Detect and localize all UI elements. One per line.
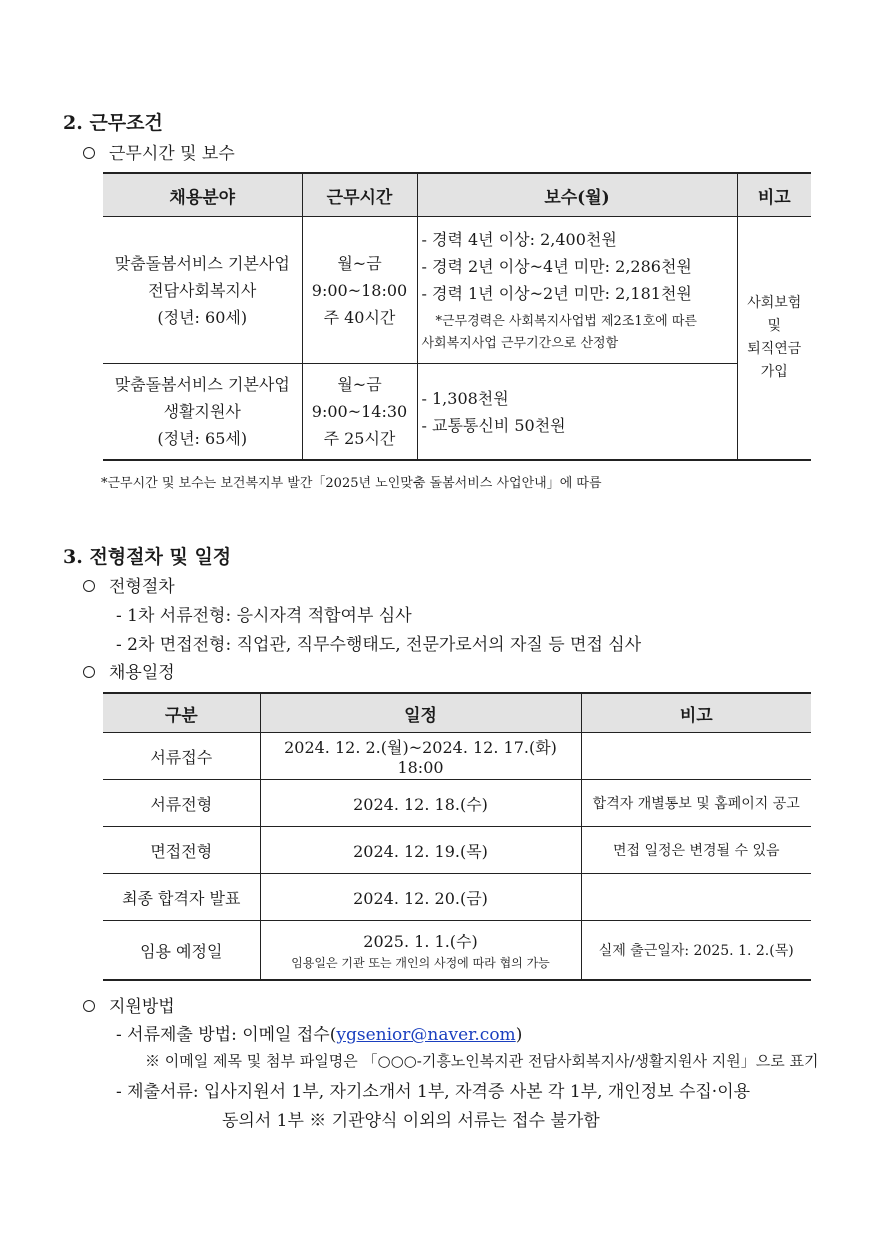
date-cell: 2024. 12. 20.(금) <box>260 874 581 921</box>
header-cell: 구분 <box>103 693 260 733</box>
email-note: ※ 이메일 제목 및 첨부 파일명은 「○○○-기흥노인복지관 전담사회복지사/생활지원사 지원」으로 표기 <box>145 1052 819 1070</box>
header-cell: 비고 <box>737 173 811 217</box>
hours-line: 주 40시간 <box>323 307 396 327</box>
circle-bullet-icon <box>83 1000 95 1012</box>
hours-line: 9:00~14:30 <box>311 402 408 421</box>
field-line: 전담사회복지사 <box>148 280 257 300</box>
bullet-procedure <box>83 572 175 597</box>
note-cell <box>581 733 811 780</box>
pay-note: 사회복지사업 근무기간으로 산정함 <box>421 335 619 351</box>
remark-line: 및 <box>767 318 782 334</box>
table-header-row <box>103 693 811 733</box>
field-line: 맞춤돌봄서비스 기본사업 <box>114 253 290 273</box>
date-cell <box>260 921 581 981</box>
table-row <box>103 217 811 364</box>
apply-method-suffix: ) <box>515 1025 523 1045</box>
hours-line: 9:00~18:00 <box>311 280 408 300</box>
date-main: 2025. 1. 1.(수) <box>363 932 478 951</box>
section3-title: 3. 전형절차 및 일정 <box>63 546 232 568</box>
bullet-label: 지원방법 <box>109 997 175 1017</box>
apply-method-prefix: - 서류제출 방법: 이메일 접수( <box>116 1025 337 1045</box>
documents-line-2: 동의서 1부 ※ 기관양식 이외의 서류는 접수 불가함 <box>222 1111 600 1131</box>
pay-line: - 경력 2년 이상~4년 미만: 2,286천원 <box>421 256 692 276</box>
note-cell: 합격자 개별통보 및 홈페이지 공고 <box>581 780 811 827</box>
field-line: (정년: 60세) <box>157 307 248 327</box>
table-row <box>103 364 811 461</box>
bullet-label: 근무시간 및 보수 <box>109 144 235 164</box>
bullet-apply <box>83 992 175 1017</box>
bullet-schedule <box>83 658 175 683</box>
note-cell: 면접 일정은 변경될 수 있음 <box>581 827 811 874</box>
circle-bullet-icon <box>83 580 95 592</box>
field-cell <box>103 217 302 364</box>
pay-note: *근무경력은 사회복지사업법 제2조1호에 따른 <box>435 313 697 329</box>
bullet-label: 전형절차 <box>109 577 175 597</box>
hours-cell <box>302 217 417 364</box>
header-cell: 보수(월) <box>417 173 737 217</box>
remark-line: 퇴직연금 <box>747 341 802 357</box>
documents-line-1: - 제출서류: 입사지원서 1부, 자기소개서 1부, 자격증 사본 각 1부, 개인정보 수집·이용 <box>116 1082 751 1102</box>
remark-cell <box>737 217 811 461</box>
note-cell <box>581 874 811 921</box>
field-line: 맞춤돌봄서비스 기본사업 <box>114 375 290 394</box>
bullet-work-conditions <box>83 139 235 164</box>
apply-method <box>116 1020 522 1045</box>
table-row <box>103 827 811 874</box>
circle-bullet-icon <box>83 666 95 678</box>
note-cell: 실제 출근일자: 2025. 1. 2.(목) <box>581 921 811 981</box>
procedure-step-2: - 2차 면접전형: 직업관, 직무수행태도, 전문가로서의 자질 등 면접 심사 <box>116 635 642 655</box>
table-row <box>103 921 811 981</box>
schedule-table <box>103 692 811 981</box>
item-cell: 서류접수 <box>103 733 260 780</box>
pay-line: - 경력 4년 이상: 2,400천원 <box>421 229 617 249</box>
table-row <box>103 780 811 827</box>
procedure-step-1: - 1차 서류전형: 응시자격 적합여부 심사 <box>116 606 412 626</box>
remark-line: 사회보험 <box>747 295 802 311</box>
pay-line: - 경력 1년 이상~2년 미만: 2,181천원 <box>421 283 692 303</box>
email-link[interactable]: ygsenior@naver.com <box>336 1025 516 1045</box>
item-cell: 최종 합격자 발표 <box>103 874 260 921</box>
field-line: (정년: 65세) <box>157 429 248 448</box>
table-header-row <box>103 173 811 217</box>
table-row <box>103 874 811 921</box>
date-cell: 2024. 12. 19.(목) <box>260 827 581 874</box>
field-cell <box>103 364 302 461</box>
hours-line: 주 25시간 <box>323 429 396 448</box>
section2-title: 2. 근무조건 <box>63 112 163 134</box>
hours-line: 월~금 <box>337 375 382 394</box>
item-cell: 임용 예정일 <box>103 921 260 981</box>
header-cell: 근무시간 <box>302 173 417 217</box>
remark-line: 가입 <box>760 364 788 380</box>
pay-cell <box>417 364 737 461</box>
hours-line: 월~금 <box>337 253 382 273</box>
pay-cell <box>417 217 737 364</box>
field-line: 생활지원사 <box>163 402 241 421</box>
header-cell: 채용분야 <box>103 173 302 217</box>
footnote: *근무시간 및 보수는 보건복지부 발간「2025년 노인맞춤 돌봄서비스 사업안내」에 따름 <box>101 476 602 491</box>
item-cell: 서류전형 <box>103 780 260 827</box>
hours-cell <box>302 364 417 461</box>
date-cell: 2024. 12. 18.(수) <box>260 780 581 827</box>
circle-bullet-icon <box>83 147 95 159</box>
pay-line: - 교통통신비 50천원 <box>421 415 566 435</box>
date-sub-note: 임용일은 기관 또는 개인의 사정에 따라 협의 가능 <box>291 956 550 970</box>
bullet-label: 채용일정 <box>109 663 175 683</box>
date-cell: 2024. 12. 2.(월)~2024. 12. 17.(화) 18:00 <box>260 733 581 780</box>
item-cell: 면접전형 <box>103 827 260 874</box>
work-conditions-table <box>103 172 811 461</box>
header-cell: 일정 <box>260 693 581 733</box>
pay-line: - 1,308천원 <box>421 388 509 408</box>
table-row <box>103 733 811 780</box>
header-cell: 비고 <box>581 693 811 733</box>
